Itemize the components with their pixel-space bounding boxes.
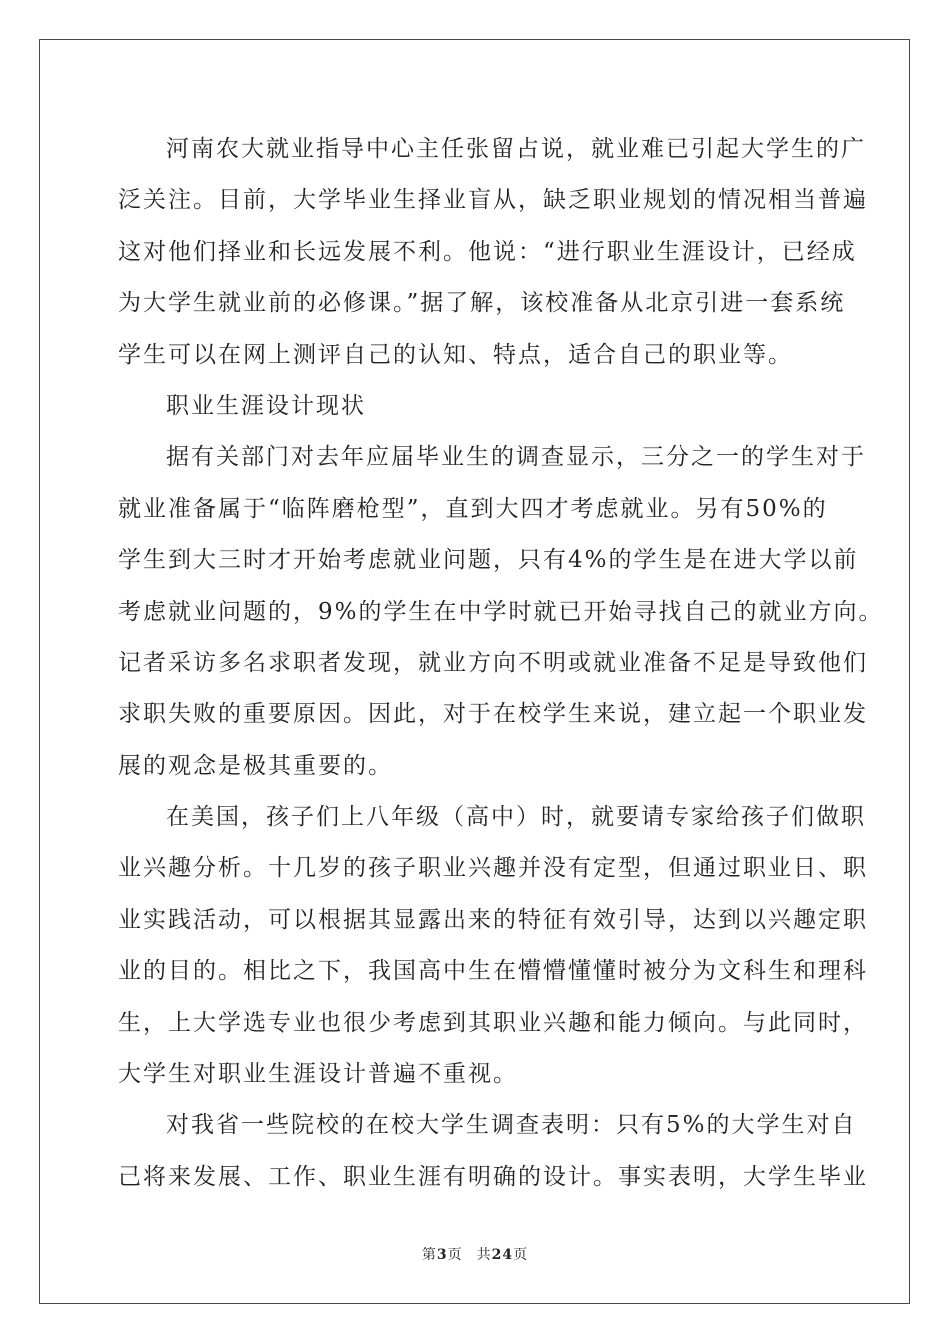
footer-total-prefix: 共 — [476, 1247, 492, 1263]
text-line: 为大学生就业前的必修课。”据了解，该校准备从北京引进一套系统 — [118, 290, 846, 317]
text-line: 业的目的。相比之下，我国高中生在懵懵懂懂时被分为文科生和理科 — [118, 958, 868, 985]
text-line: 泛关注。目前，大学毕业生择业盲从，缺乏职业规划的情况相当普遍 — [118, 187, 868, 214]
page-footer — [0, 1244, 950, 1264]
text-line: 考虑就业问题的，9%的学生在中学时就已开始寻找自己的就业方向。 — [118, 598, 884, 625]
footer-prefix: 第 — [421, 1247, 437, 1263]
text-line: 在美国，孩子们上八年级（高中）时，就要请专家给孩子们做职 — [166, 804, 866, 831]
text-line: 这对他们择业和长远发展不利。他说：“进行职业生涯设计，已经成 — [118, 238, 857, 265]
total-page-count: 24 — [491, 1247, 514, 1263]
text-line: 就业准备属于“临阵磨枪型”，直到大四才考虑就业。另有50%的 — [118, 495, 828, 522]
text-line: 河南农大就业指导中心主任张留占说，就业难已引起大学生的广 — [166, 136, 866, 162]
text-line: 生，上大学选专业也很少考虑到其职业兴趣和能力倾向。与此同时， — [118, 1009, 868, 1036]
text-line: 记者采访多名求职者发现，就业方向不明或就业准备不足是导致他们 — [118, 649, 868, 676]
footer-total-unit: 页 — [513, 1247, 529, 1263]
text-line: 学生到大三时才开始考虑就业问题，只有4%的学生是在进大学以前 — [118, 547, 859, 574]
text-line: 职业生涯设计现状 — [166, 392, 366, 419]
text-line: 对我省一些院校的在校大学生调查表明：只有5%的大学生对自 — [166, 1112, 857, 1139]
text-line: 大学生对职业生涯设计普遍不重视。 — [118, 1061, 518, 1088]
document-body — [118, 124, 884, 1203]
text-line: 学生可以在网上测评自己的认知、特点，适合自己的职业等。 — [118, 341, 793, 368]
footer-page-unit: 页 — [447, 1247, 463, 1263]
text-line: 业兴趣分析。十几岁的孩子职业兴趣并没有定型，但通过职业日、职 — [118, 855, 868, 882]
text-line: 己将来发展、工作、职业生涯有明确的设计。事实表明，大学生毕业 — [118, 1163, 868, 1190]
text-line: 求职失败的重要原因。因此，对于在校学生来说，建立起一个职业发 — [118, 701, 868, 728]
current-page-number: 3 — [436, 1247, 448, 1263]
text-line: 业实践活动，可以根据其显露出来的特征有效引导，达到以兴趣定职 — [118, 906, 868, 933]
text-line: 展的观念是极其重要的。 — [118, 752, 393, 779]
text-line: 据有关部门对去年应届毕业生的调查显示，三分之一的学生对于 — [166, 444, 866, 471]
